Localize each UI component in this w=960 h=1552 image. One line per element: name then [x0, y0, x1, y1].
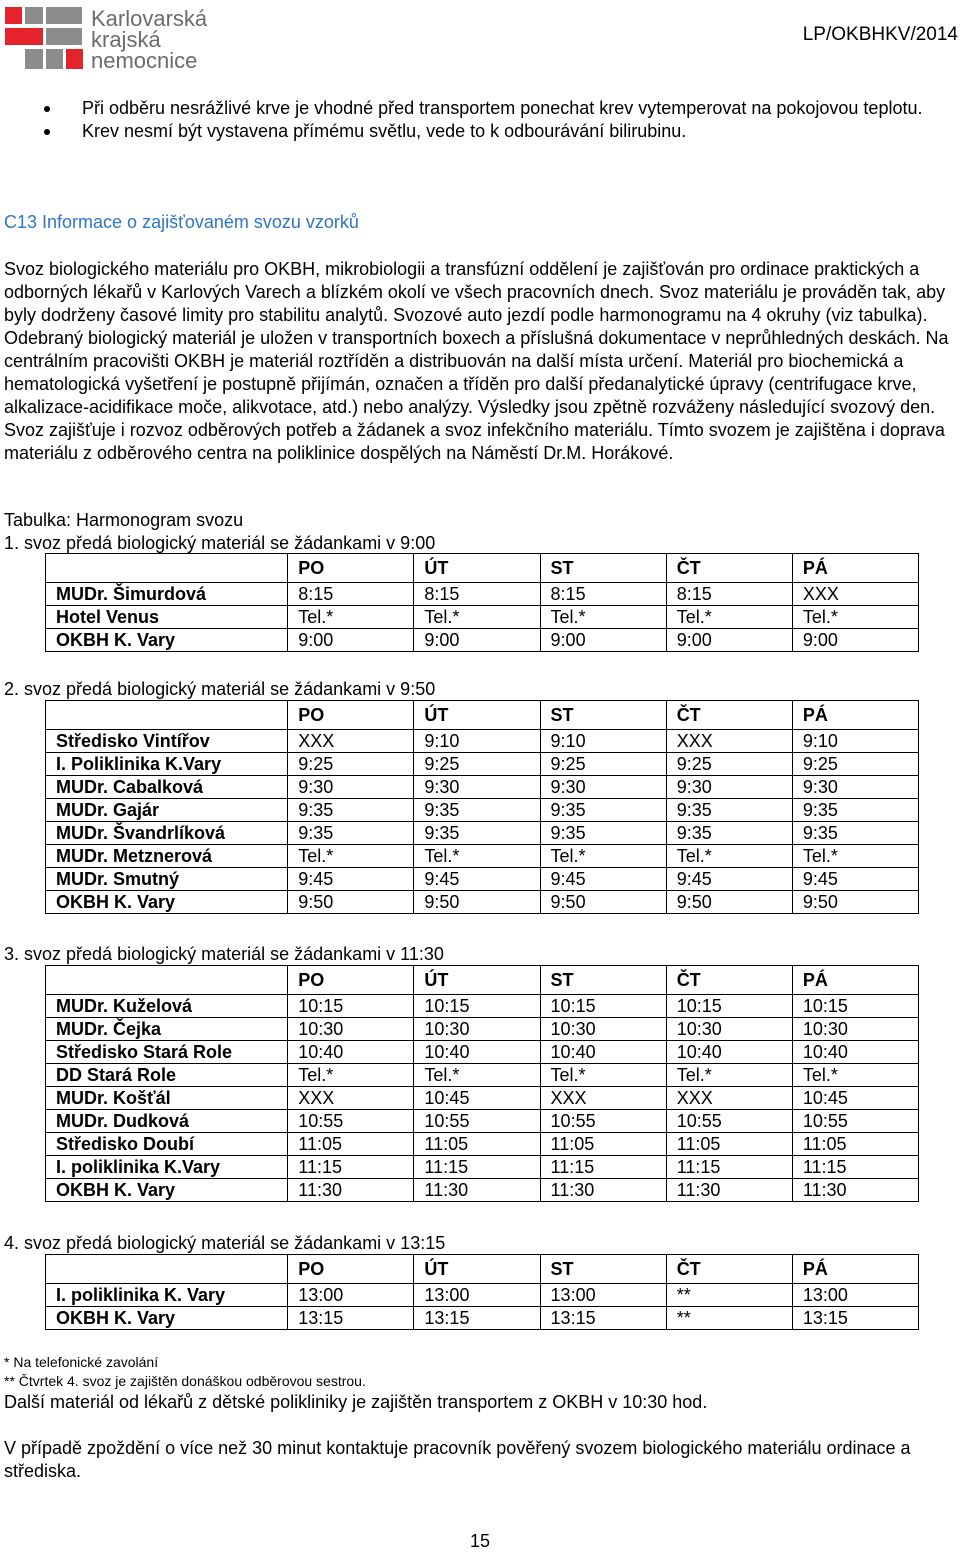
table-row — [46, 1284, 919, 1307]
table-row — [46, 753, 919, 776]
pickup-time: 9:10 — [792, 730, 918, 753]
header-cell-empty — [46, 966, 288, 995]
table-row — [46, 1041, 919, 1064]
pickup-time: 13:15 — [414, 1307, 540, 1330]
route-title: 1. svoz předá biologický materiál se žádankami v 9:00 — [4, 533, 436, 553]
pickup-location: OKBH K. Vary — [46, 1307, 288, 1330]
pickup-time: XXX — [288, 1087, 414, 1110]
route-schedule-table — [45, 965, 919, 1202]
pickup-time: Tel.* — [666, 606, 792, 629]
pickup-time: 10:40 — [792, 1041, 918, 1064]
pickup-location: MUDr. Gajár — [46, 799, 288, 822]
logo-cross-icon — [5, 4, 85, 72]
pickup-time: 9:35 — [792, 822, 918, 845]
pickup-time: 11:30 — [792, 1179, 918, 1202]
table-row — [46, 1110, 919, 1133]
pickup-time: ** — [666, 1307, 792, 1330]
pickup-time: 9:25 — [288, 753, 414, 776]
pickup-time: 10:30 — [540, 1018, 666, 1041]
pickup-time: Tel.* — [414, 606, 540, 629]
bullet-item: Při odběru nesrážlivé krve je vhodné před transportem ponechat krev vytemperovat na pokojovou teplotu. — [0, 97, 960, 120]
day-header: ČT — [666, 966, 792, 995]
route-schedule-table — [45, 553, 919, 652]
pickup-time: 10:40 — [288, 1041, 414, 1064]
pickup-time: ** — [666, 1284, 792, 1307]
pickup-time: 9:00 — [666, 629, 792, 652]
table-row — [46, 995, 919, 1018]
day-header: PO — [288, 966, 414, 995]
pickup-time: 10:55 — [666, 1110, 792, 1133]
pickup-time: Tel.* — [288, 606, 414, 629]
pickup-time: 9:50 — [288, 891, 414, 914]
pickup-time: 10:40 — [414, 1041, 540, 1064]
table-row — [46, 1133, 919, 1156]
table-row — [46, 606, 919, 629]
route-schedule-table — [45, 700, 919, 914]
pickup-time: 10:30 — [288, 1018, 414, 1041]
day-header: ST — [540, 701, 666, 730]
pickup-location: DD Stará Role — [46, 1064, 288, 1087]
pickup-time: 9:25 — [792, 753, 918, 776]
pickup-time: 10:30 — [666, 1018, 792, 1041]
hospital-logo — [5, 4, 210, 72]
pickup-time: Tel.* — [414, 845, 540, 868]
day-header: ST — [540, 1255, 666, 1284]
pickup-time: Tel.* — [540, 606, 666, 629]
route-schedule-table — [45, 1254, 919, 1330]
table-row — [46, 629, 919, 652]
table-row — [46, 1307, 919, 1330]
pickup-time: 8:15 — [540, 583, 666, 606]
pickup-time: 13:00 — [792, 1284, 918, 1307]
pickup-time: Tel.* — [288, 845, 414, 868]
pickup-location: I. poliklinika K.Vary — [46, 1156, 288, 1179]
day-header: PO — [288, 554, 414, 583]
pickup-time: 9:45 — [414, 868, 540, 891]
pickup-time: 9:30 — [414, 776, 540, 799]
pickup-time: Tel.* — [288, 1064, 414, 1087]
header-cell-empty — [46, 701, 288, 730]
pickup-time: 11:15 — [540, 1156, 666, 1179]
pickup-time: 11:15 — [414, 1156, 540, 1179]
pickup-time: 10:15 — [414, 995, 540, 1018]
pickup-location: MUDr. Šimurdová — [46, 583, 288, 606]
pickup-time: 11:15 — [288, 1156, 414, 1179]
pickup-time: 11:05 — [540, 1133, 666, 1156]
pickup-location: Středisko Doubí — [46, 1133, 288, 1156]
bullet-item: Krev nesmí být vystavena přímému světlu, vede to k odbourávání bilirubinu. — [0, 120, 960, 143]
day-header: ÚT — [414, 1255, 540, 1284]
pickup-time: 13:00 — [414, 1284, 540, 1307]
pickup-location: MUDr. Švandrlíková — [46, 822, 288, 845]
pickup-time: 9:50 — [792, 891, 918, 914]
additional-info: Další materiál od lékařů z dětské polikliniky je zajištěn transportem z OKBH v 10:30 hod. — [4, 1392, 708, 1412]
table-caption: Tabulka: Harmonogram svozu — [4, 510, 244, 530]
pickup-time: XXX — [288, 730, 414, 753]
pickup-time: 13:15 — [792, 1307, 918, 1330]
logo-wordmark: Karlovarská krajská nemocnice — [91, 6, 208, 73]
footnote-thursday: ** Čtvrtek 4. svoz je zajištěn donáškou odběrovou sestrou. — [4, 1373, 366, 1389]
day-header: ÚT — [414, 554, 540, 583]
pickup-time: 11:15 — [666, 1156, 792, 1179]
pickup-time: 10:30 — [414, 1018, 540, 1041]
table-row — [46, 1156, 919, 1179]
day-header: ČT — [666, 1255, 792, 1284]
day-header: PÁ — [792, 1255, 918, 1284]
pickup-time: 9:00 — [414, 629, 540, 652]
day-header: ČT — [666, 554, 792, 583]
pickup-location: OKBH K. Vary — [46, 629, 288, 652]
pickup-location: MUDr. Čejka — [46, 1018, 288, 1041]
pickup-time: 9:45 — [540, 868, 666, 891]
document-code: LP/OKBHKV/2014 — [802, 24, 958, 45]
pickup-time: Tel.* — [792, 845, 918, 868]
table-row — [46, 822, 919, 845]
table-row — [46, 1087, 919, 1110]
pickup-location: MUDr. Smutný — [46, 868, 288, 891]
pickup-time: Tel.* — [540, 845, 666, 868]
pickup-time: 9:30 — [792, 776, 918, 799]
table-row — [46, 776, 919, 799]
pickup-location: MUDr. Cabalková — [46, 776, 288, 799]
table-row — [46, 1018, 919, 1041]
table-row — [46, 730, 919, 753]
pickup-time: 9:50 — [540, 891, 666, 914]
day-header: ČT — [666, 701, 792, 730]
bullet-list — [0, 97, 960, 143]
pickup-time: XXX — [792, 583, 918, 606]
pickup-location: OKBH K. Vary — [46, 891, 288, 914]
pickup-time: Tel.* — [666, 1064, 792, 1087]
day-header: PÁ — [792, 701, 918, 730]
pickup-time: 9:35 — [792, 799, 918, 822]
header-cell-empty — [46, 1255, 288, 1284]
pickup-time: 10:15 — [288, 995, 414, 1018]
pickup-time: Tel.* — [792, 606, 918, 629]
pickup-time: 9:35 — [540, 822, 666, 845]
pickup-time: 9:35 — [666, 822, 792, 845]
pickup-time: 9:35 — [666, 799, 792, 822]
footnote-phone: * Na telefonické zavolání — [4, 1354, 159, 1370]
pickup-time: XXX — [666, 730, 792, 753]
pickup-location: I. poliklinika K. Vary — [46, 1284, 288, 1307]
pickup-time: 9:25 — [540, 753, 666, 776]
route-title: 2. svoz předá biologický materiál se žádankami v 9:50 — [4, 679, 436, 699]
pickup-time: 11:05 — [792, 1133, 918, 1156]
pickup-time: 13:00 — [288, 1284, 414, 1307]
pickup-location: OKBH K. Vary — [46, 1179, 288, 1202]
day-header: PÁ — [792, 554, 918, 583]
pickup-location: Hotel Venus — [46, 606, 288, 629]
pickup-time: 10:45 — [414, 1087, 540, 1110]
table-header-row — [46, 1255, 919, 1284]
pickup-time: 10:15 — [540, 995, 666, 1018]
table-row — [46, 583, 919, 606]
pickup-time: 9:45 — [792, 868, 918, 891]
pickup-time: 10:55 — [414, 1110, 540, 1133]
pickup-time: 10:30 — [792, 1018, 918, 1041]
day-header: ÚT — [414, 701, 540, 730]
day-header: ST — [540, 554, 666, 583]
pickup-time: 11:30 — [288, 1179, 414, 1202]
header-cell-empty — [46, 554, 288, 583]
pickup-time: 9:50 — [666, 891, 792, 914]
pickup-time: 9:00 — [540, 629, 666, 652]
day-header: ÚT — [414, 966, 540, 995]
pickup-time: 9:00 — [288, 629, 414, 652]
pickup-time: 9:45 — [288, 868, 414, 891]
pickup-location: MUDr. Dudková — [46, 1110, 288, 1133]
pickup-time: 11:05 — [288, 1133, 414, 1156]
pickup-time: 11:30 — [414, 1179, 540, 1202]
section-title: C13 Informace o zajišťovaném svozu vzorků — [4, 212, 359, 232]
pickup-time: 9:25 — [414, 753, 540, 776]
day-header: PO — [288, 701, 414, 730]
pickup-time: 11:30 — [540, 1179, 666, 1202]
pickup-time: XXX — [666, 1087, 792, 1110]
pickup-location: Středisko Vintířov — [46, 730, 288, 753]
pickup-time: Tel.* — [666, 845, 792, 868]
pickup-time: 9:30 — [666, 776, 792, 799]
day-header: PO — [288, 1255, 414, 1284]
route-title: 3. svoz předá biologický materiál se žádankami v 11:30 — [4, 944, 444, 964]
table-row — [46, 845, 919, 868]
pickup-time: 10:55 — [540, 1110, 666, 1133]
pickup-time: 11:05 — [666, 1133, 792, 1156]
pickup-time: 9:10 — [540, 730, 666, 753]
pickup-time: 8:15 — [288, 583, 414, 606]
pickup-location: MUDr. Metznerová — [46, 845, 288, 868]
pickup-time: 13:00 — [540, 1284, 666, 1307]
pickup-time: 13:15 — [540, 1307, 666, 1330]
pickup-time: 10:40 — [666, 1041, 792, 1064]
pickup-time: 10:55 — [288, 1110, 414, 1133]
pickup-time: 9:35 — [414, 799, 540, 822]
pickup-time: 10:45 — [792, 1087, 918, 1110]
table-row — [46, 891, 919, 914]
pickup-time: Tel.* — [540, 1064, 666, 1087]
pickup-time: 8:15 — [666, 583, 792, 606]
pickup-time: 9:35 — [288, 822, 414, 845]
table-row — [46, 1179, 919, 1202]
route-title: 4. svoz předá biologický materiál se žádankami v 13:15 — [4, 1233, 446, 1253]
delay-info: V případě zpoždění o více než 30 minut kontaktuje pracovník pověřený svozem biologického materiálu ordinace a střediska. — [4, 1438, 911, 1481]
pickup-time: 9:35 — [540, 799, 666, 822]
pickup-time: XXX — [540, 1087, 666, 1110]
day-header: ST — [540, 966, 666, 995]
pickup-time: Tel.* — [792, 1064, 918, 1087]
pickup-time: 10:55 — [792, 1110, 918, 1133]
section-paragraph: Svoz biologického materiálu pro OKBH, mikrobiologii a transfúzní oddělení je zajišťován pro ordinace praktických a odborných lékařů v Karlových Varech a blízkém okolí ve všech pracovních dnech. Svoz materiálu je prováděn tak, aby byly dodrženy časové limity pro stabilitu analytů. Svozové auto jezdí podle harmonogramu na 4 okruhy (viz tabulka). Odebraný biologický materiál je uložen v transportních boxech a příslušná dokumentace v neprůhledných deskách. Na centrálním pracovišti OKBH je materiál roztříděn a distribuován na další místa určení. Materiál pro biochemická a hematologická vyšetření je postupně přijímán, označen a tříděn pro další předanalytické úpravy (centrifugace krve, alkalizace-acidifikace moče, alikvotace, atd.) nebo analýzy. Výsledky jsou zpětně rozváženy následující svozový den. Svoz zajišťuje i rozvoz odběrových potřeb a žádanek a svoz infekčního materiálu. Tímto svozem je zajištěna i doprava materiálu z odběrového centra na poliklinice dospělých na Náměstí Dr.M. Horákové. — [4, 259, 949, 463]
pickup-time: 11:15 — [792, 1156, 918, 1179]
table-row — [46, 1064, 919, 1087]
table-header-row — [46, 966, 919, 995]
pickup-time: 9:10 — [414, 730, 540, 753]
pickup-time: Tel.* — [414, 1064, 540, 1087]
pickup-time: 9:35 — [414, 822, 540, 845]
pickup-time: 11:30 — [666, 1179, 792, 1202]
pickup-time: 10:15 — [792, 995, 918, 1018]
pickup-location: Středisko Stará Role — [46, 1041, 288, 1064]
pickup-time: 9:45 — [666, 868, 792, 891]
pickup-time: 9:30 — [540, 776, 666, 799]
pickup-time: 10:40 — [540, 1041, 666, 1064]
pickup-time: 9:50 — [414, 891, 540, 914]
table-header-row — [46, 701, 919, 730]
pickup-location: MUDr. Košťál — [46, 1087, 288, 1110]
pickup-time: 11:05 — [414, 1133, 540, 1156]
table-row — [46, 799, 919, 822]
pickup-time: 13:15 — [288, 1307, 414, 1330]
pickup-time: 9:00 — [792, 629, 918, 652]
table-header-row — [46, 554, 919, 583]
page-number: 15 — [469, 1531, 491, 1551]
pickup-time: 9:35 — [288, 799, 414, 822]
table-row — [46, 868, 919, 891]
pickup-time: 9:25 — [666, 753, 792, 776]
day-header: PÁ — [792, 966, 918, 995]
pickup-location: I. Poliklinika K.Vary — [46, 753, 288, 776]
pickup-location: MUDr. Kuželová — [46, 995, 288, 1018]
pickup-time: 9:30 — [288, 776, 414, 799]
pickup-time: 8:15 — [414, 583, 540, 606]
pickup-time: 10:15 — [666, 995, 792, 1018]
